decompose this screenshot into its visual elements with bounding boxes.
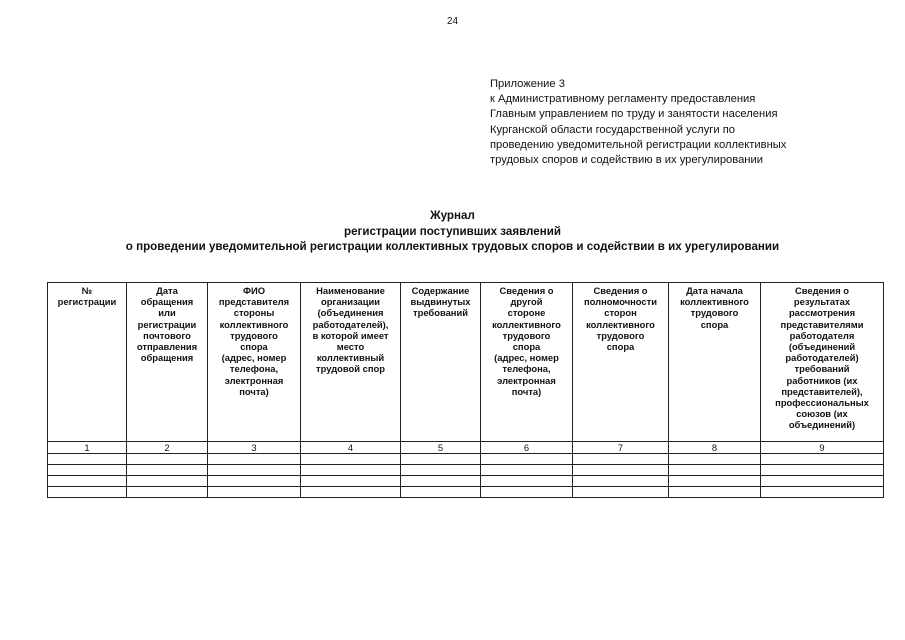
table-cell bbox=[48, 476, 127, 487]
column-number: 9 bbox=[761, 442, 884, 454]
column-header: Сведения о другой стороне коллективного трудового спора (адрес, номер телефона, электронная почта) bbox=[481, 283, 573, 442]
column-header: ФИО представителя стороны коллективного трудового спора (адрес, номер телефона, электронная почта) bbox=[208, 283, 301, 442]
table-cell bbox=[573, 487, 669, 498]
table-cell bbox=[208, 454, 301, 465]
table-cell bbox=[669, 476, 761, 487]
column-number: 5 bbox=[401, 442, 481, 454]
title-line-2: регистрации поступивших заявлений bbox=[344, 224, 561, 238]
table-cell bbox=[761, 487, 884, 498]
table-cell bbox=[481, 454, 573, 465]
table-cell bbox=[301, 476, 401, 487]
column-header: Дата обращения или регистрации почтового отправления обращения bbox=[127, 283, 208, 442]
column-number: 2 bbox=[127, 442, 208, 454]
table-cell bbox=[127, 465, 208, 476]
column-number: 3 bbox=[208, 442, 301, 454]
table-cell bbox=[669, 454, 761, 465]
table-cell bbox=[669, 487, 761, 498]
column-header: № регистрации bbox=[48, 283, 127, 442]
table-cell bbox=[401, 465, 481, 476]
column-header: Содержание выдвинутых требований bbox=[401, 283, 481, 442]
table-cell bbox=[761, 454, 884, 465]
page-number: 24 bbox=[446, 16, 459, 27]
table-cell bbox=[481, 465, 573, 476]
table-cell bbox=[573, 465, 669, 476]
appendix-note bbox=[490, 77, 786, 168]
table-cell bbox=[481, 487, 573, 498]
table-cell bbox=[48, 454, 127, 465]
table-cell bbox=[127, 476, 208, 487]
column-number-row bbox=[48, 442, 884, 454]
table-cell bbox=[127, 487, 208, 498]
table-header-row bbox=[48, 283, 884, 442]
table-cell bbox=[127, 454, 208, 465]
registration-journal-table bbox=[47, 282, 884, 498]
appendix-line: Приложение 3 bbox=[490, 78, 565, 90]
appendix-line: Главным управлением по труду и занятости населения bbox=[490, 108, 778, 121]
column-header: Наименование организации (объединения работодателей), в которой имеет место коллективный трудовой спор bbox=[301, 283, 401, 442]
column-number: 4 bbox=[301, 442, 401, 454]
table-cell bbox=[573, 454, 669, 465]
table-cell bbox=[481, 476, 573, 487]
column-number: 1 bbox=[48, 442, 127, 454]
table-cell bbox=[208, 476, 301, 487]
table-cell bbox=[401, 454, 481, 465]
journal-title bbox=[0, 208, 905, 255]
column-number: 7 bbox=[573, 442, 669, 454]
table-cell bbox=[669, 465, 761, 476]
table-row bbox=[48, 476, 884, 487]
table-row bbox=[48, 487, 884, 498]
column-number: 6 bbox=[481, 442, 573, 454]
table-cell bbox=[301, 454, 401, 465]
appendix-line: к Административному регламенту предоставления bbox=[490, 93, 756, 106]
appendix-line: трудовых споров и содействию в их урегулировании bbox=[490, 154, 763, 167]
table-row bbox=[48, 465, 884, 476]
table-row bbox=[48, 454, 884, 465]
table-cell bbox=[208, 487, 301, 498]
column-header: Дата начала коллективного трудового спора bbox=[669, 283, 761, 442]
table-cell bbox=[401, 476, 481, 487]
title-line-3: о проведении уведомительной регистрации коллективных трудовых споров и содействии в их урегулировании bbox=[125, 240, 780, 253]
table-cell bbox=[401, 487, 481, 498]
table-cell bbox=[761, 476, 884, 487]
table-cell bbox=[48, 487, 127, 498]
table-cell bbox=[48, 465, 127, 476]
appendix-line: Курганской области государственной услуги по bbox=[490, 123, 736, 136]
column-header: Сведения о результатах рассмотрения представителями работодателя (объединений работодателей) требований работников (их представителей), профессиональных союзов (их объединений) bbox=[761, 283, 884, 442]
table-cell bbox=[301, 465, 401, 476]
table-cell bbox=[573, 476, 669, 487]
appendix-line: проведению уведомительной регистрации коллективных bbox=[490, 138, 787, 151]
column-number: 8 bbox=[669, 442, 761, 454]
table-cell bbox=[301, 487, 401, 498]
table-cell bbox=[761, 465, 884, 476]
table-cell bbox=[208, 465, 301, 476]
column-header: Сведения о полномочности сторон коллективного трудового спора bbox=[573, 283, 669, 442]
title-line-1: Журнал bbox=[430, 209, 475, 222]
